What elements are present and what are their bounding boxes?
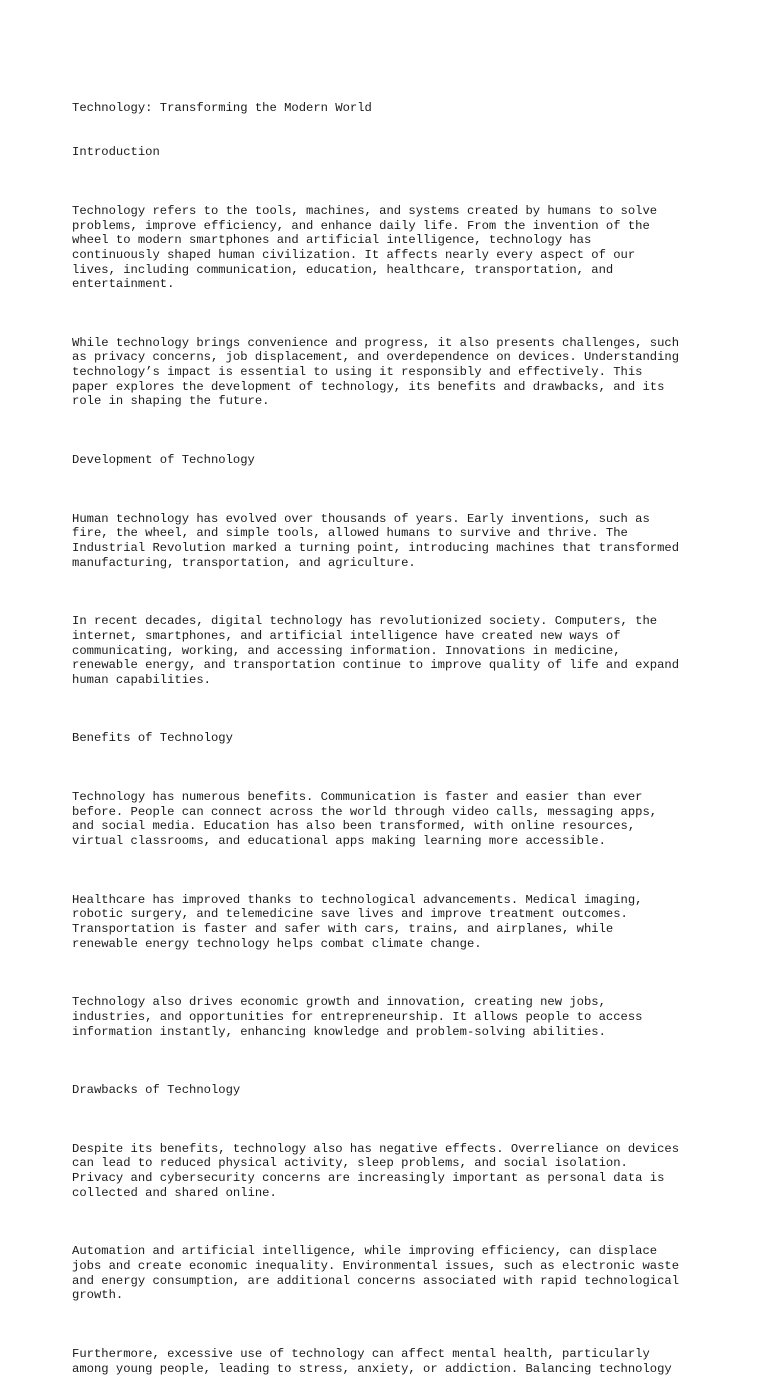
drawbacks-paragraph-1: Despite its benefits, technology also has negative effects. Overreliance on devices can lead to reduced physical activity, sleep problems, and social isolation. Privacy and cybersecurity concerns are increasingly important as personal data is collected and shared online. [72,1141,680,1200]
development-paragraph-2: In recent decades, digital technology has revolutionized society. Computers, the internet, smartphones, and artificial intelligence have created new ways of communicating, working, and accessing information. Innovations in medicine, renewable energy, and transportation continue to improve quality of life and expand human capabilities. [72,614,680,687]
drawbacks-heading: Drawbacks of Technology [72,1083,241,1098]
intro-paragraph-2: While technology brings convenience and progress, it also presents challenges, such as privacy concerns, job displacement, and overdependence on devices. Understanding technology’s impact is essential to using it responsibly and effectively. This paper explores the development of technology, its benefits and drawbacks, and its role in shaping the future. [72,335,680,409]
development-heading: Development of Technology [72,453,255,468]
document-title: Technology: Transforming the Modern World [72,101,372,116]
intro-heading: Introduction [72,145,160,160]
development-paragraph-1: Human technology has evolved over thousands of years. Early inventions, such as fire, the wheel, and simple tools, allowed humans to survive and thrive. The Industrial Revolution marked a turning point, introducing machines that transformed manufacturing, transportation, and agriculture. [72,511,680,570]
document-page [72,72,732,1391]
benefits-paragraph-3: Technology also drives economic growth and innovation, creating new jobs, industries, and opportunities for entrepreneurship. It allows people to access information instantly, enhancing knowledge and problem-solving abilities. [72,995,643,1039]
benefits-paragraph-2: Healthcare has improved thanks to technological advancements. Medical imaging, robotic surgery, and telemedicine save lives and improve treatment outcomes. Transportation is faster and safer with cars, trains, and airplanes, while renewable energy technology helps combat climate change. [72,892,643,951]
drawbacks-paragraph-2: Automation and artificial intelligence, while improving efficiency, can displace jobs and create economic inequality. Environmental issues, such as electronic waste and energy consumption, are additional concerns associated with rapid technological growth. [72,1244,680,1303]
intro-paragraph-1: Technology refers to the tools, machines, and systems created by humans to solve problems, improve efficiency, and enhance daily life. From the invention of the wheel to modern smartphones and artificial intelligence, technology has continuously shaped human civilization. It affects nearly every aspect of our lives, including communication, education, healthcare, transportation, and entertainment. [72,203,658,292]
drawbacks-paragraph-3: Furthermore, excessive use of technology can affect mental health, particularly among young people, leading to stress, anxiety, or addiction. Balancing technology [72,1346,672,1376]
benefits-heading: Benefits of Technology [72,731,233,746]
benefits-paragraph-1: Technology has numerous benefits. Communication is faster and easier than ever before. People can connect across the world through video calls, messaging apps, and social media. Education has also been transformed, with online resources, virtual classrooms, and educational apps making learning more accessible. [72,790,658,849]
